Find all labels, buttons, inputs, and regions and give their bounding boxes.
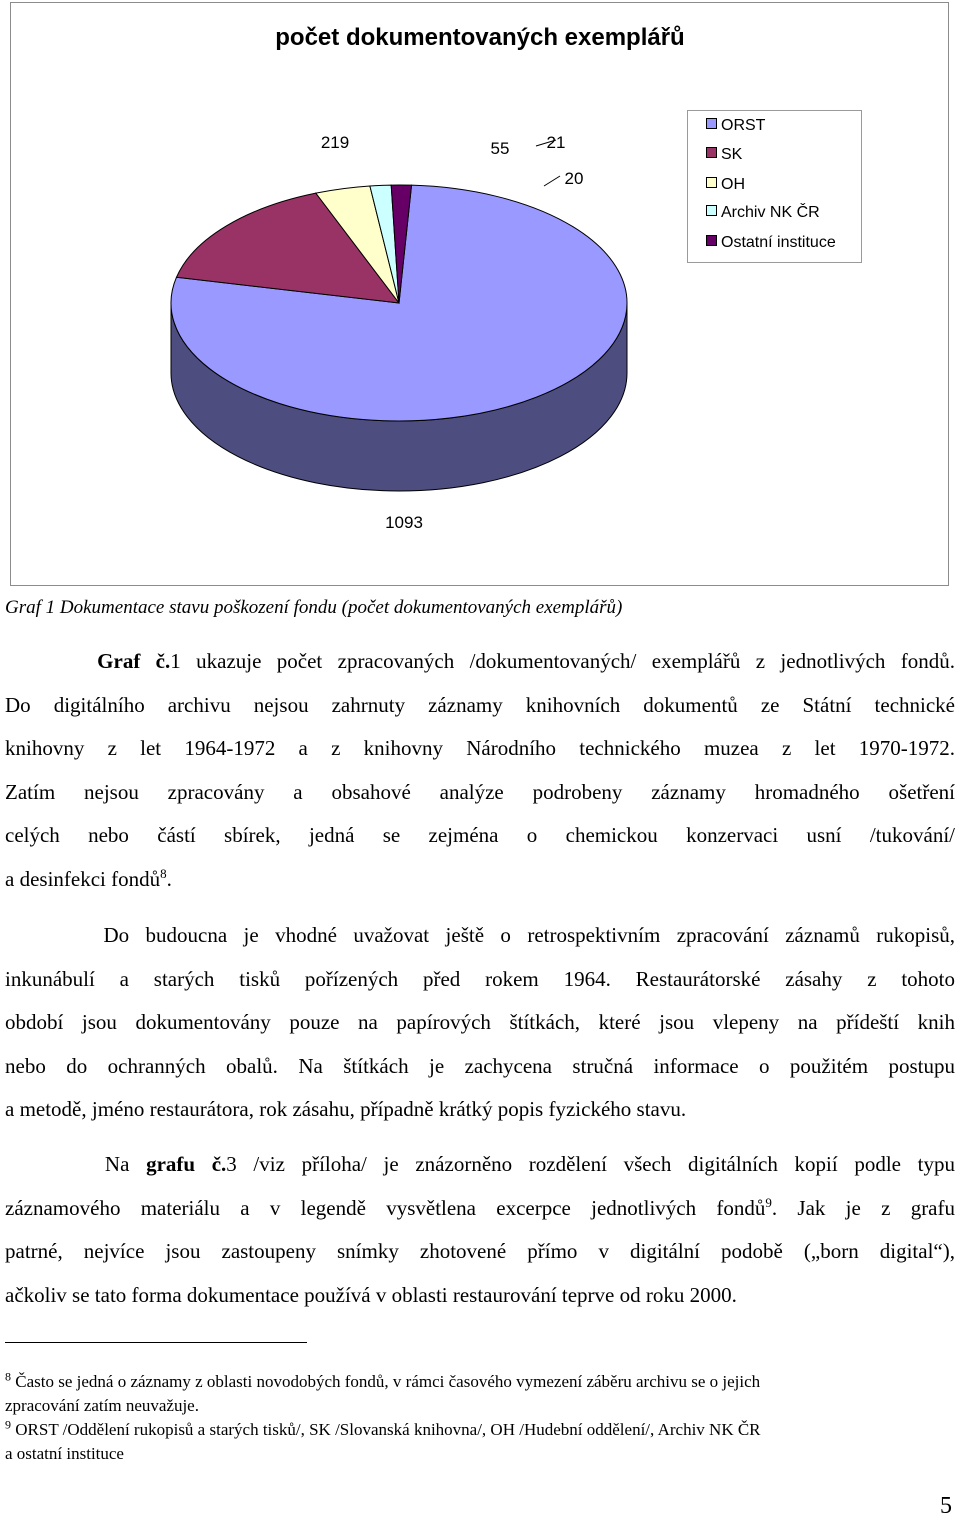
text-line: ačkoliv se tato forma dokumentace používá v oblasti restaurování teprve od roku 2000. bbox=[5, 1282, 737, 1307]
text-line: Zatím nejsou zpracovány a obsahové analýze podrobeny záznamy hromadného ošetření bbox=[5, 779, 955, 804]
footnote-line bbox=[5, 1370, 955, 1394]
footnote-line bbox=[5, 1418, 955, 1442]
figure-reference: grafu č. bbox=[146, 1152, 227, 1176]
legend-label: OH bbox=[721, 176, 745, 193]
footnote-ref: 8 bbox=[160, 865, 167, 881]
text-line: celých nebo částí sbírek, jedná se zejména o chemickou konzervaci usní /tukování/ bbox=[5, 823, 955, 847]
figure-caption: Graf 1 Dokumentace stavu poškození fondu (počet dokumentovaných exemplářů) bbox=[5, 597, 623, 618]
footnote-ref: 9 bbox=[765, 1194, 772, 1210]
text-run: Do budoucna je vhodné uvažovat ještě o retrospektivním zpracování záznamů rukopisů, bbox=[103, 923, 956, 947]
figure-reference: Graf č. bbox=[97, 649, 171, 673]
text-run: a desinfekci fondů bbox=[5, 866, 161, 891]
legend-swatch bbox=[706, 235, 717, 246]
legend-item-archiv bbox=[706, 202, 820, 224]
legend-swatch bbox=[706, 118, 717, 129]
text-line: nebo do ochranných obalů. Na štítkách je zachycena stručná informace o použitém postupu bbox=[5, 1053, 955, 1078]
legend-item-sk bbox=[706, 144, 742, 166]
footnote-text: Často se jedná o záznamy z oblasti novodobých fondů, v rámci časového vymezení záběru archivu se o jejich bbox=[15, 1372, 761, 1391]
footnote-text: ORST /Oddělení rukopisů a starých tisků/, SK /Slovanská knihovna/, OH /Hudební oddělení/, Archiv NK ČR bbox=[15, 1420, 761, 1439]
text-run: 3 /viz příloha/ je znázorněno rozdělení všech digitálních kopií podle typu bbox=[226, 1152, 955, 1176]
text-line: Do digitálního archivu nejsou zahrnuty záznamy knihovních dokumentů ze Státní technické bbox=[5, 692, 955, 717]
legend-item-oh bbox=[706, 174, 745, 196]
leader-line bbox=[544, 176, 560, 186]
legend-label: Ostatní instituce bbox=[721, 234, 836, 251]
text-line bbox=[5, 858, 955, 902]
paragraph-3 bbox=[5, 1143, 955, 1317]
legend-item-orst bbox=[706, 115, 765, 137]
pie-label-sk: 219 bbox=[320, 133, 350, 152]
text-run: 1 ukazuje počet zpracovaných /dokumentovaných/ exemplářů z jednotlivých fondů. bbox=[170, 649, 955, 673]
legend-item-ostatni bbox=[706, 232, 836, 254]
pie-top bbox=[171, 185, 627, 421]
legend-swatch bbox=[706, 205, 717, 216]
chart-title: počet dokumentovaných exemplářů bbox=[275, 24, 685, 51]
text-line bbox=[5, 640, 955, 684]
text-line bbox=[5, 1187, 955, 1231]
chart-legend bbox=[687, 110, 862, 263]
text-line: a metodě, jméno restaurátora, rok zásahu, případně krátký popis fyzického stavu. bbox=[5, 1097, 687, 1121]
footnote-9 bbox=[5, 1418, 955, 1466]
footnote-line: zpracování zatím neuvažuje. bbox=[5, 1396, 199, 1415]
text-line bbox=[5, 914, 955, 958]
text-line: období jsou dokumentovány pouze na papírových štítkách, které jsou vlepeny na přídeští knih bbox=[5, 1010, 955, 1034]
text-run: Na bbox=[104, 1152, 147, 1176]
legend-label: Archiv NK ČR bbox=[721, 204, 820, 221]
text-line bbox=[5, 1143, 955, 1187]
legend-label: SK bbox=[721, 146, 743, 163]
legend-label: ORST bbox=[721, 117, 766, 134]
pie-label-ostatni: 20 bbox=[564, 169, 584, 188]
footnote-separator bbox=[5, 1342, 307, 1343]
text-line: inkunábulí a starých tisků pořízených před rokem 1964. Restaurátorské zásahy z tohoto bbox=[5, 966, 955, 991]
pie-chart bbox=[0, 0, 960, 590]
footnote-8 bbox=[5, 1370, 955, 1418]
legend-swatch bbox=[706, 177, 717, 188]
pie-label-archiv: 21 bbox=[546, 133, 566, 152]
legend-swatch bbox=[706, 147, 717, 158]
text-run: . Jak je z grafu bbox=[771, 1195, 955, 1220]
pie-label-oh: 55 bbox=[490, 139, 510, 158]
footnote-number: 9 bbox=[5, 1417, 11, 1432]
footnote-line: a ostatní instituce bbox=[5, 1444, 124, 1463]
pie-label-orst: 1093 bbox=[385, 513, 423, 532]
text-line: knihovny z let 1964-1972 a z knihovny Národního technického muzea z let 1970-1972. bbox=[5, 736, 955, 760]
paragraph-1 bbox=[5, 640, 955, 901]
text-run: . bbox=[166, 866, 172, 891]
page-number: 5 bbox=[940, 1493, 952, 1519]
text-run: záznamového materiálu a v legendě vysvětlena excerpce jednotlivých fondů bbox=[5, 1195, 766, 1220]
footnote-number: 8 bbox=[5, 1369, 11, 1384]
text-line: patrné, nejvíce jsou zastoupeny snímky zhotovené přímo v digitální podobě („born digital“), bbox=[5, 1239, 955, 1263]
paragraph-2 bbox=[5, 914, 955, 1132]
